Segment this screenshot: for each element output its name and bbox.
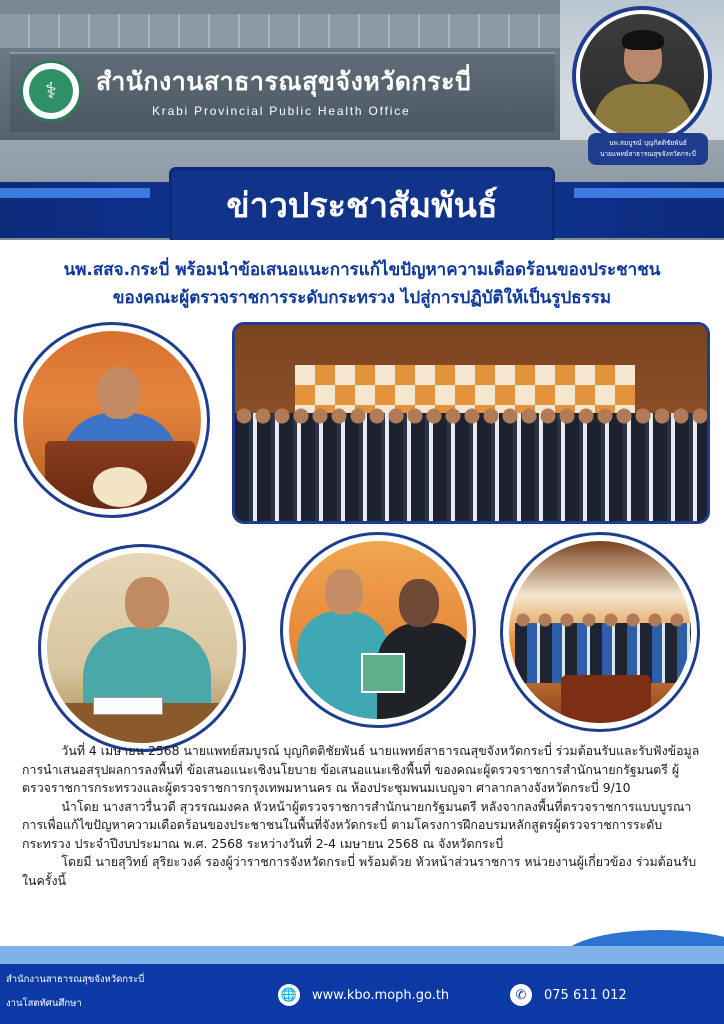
portrait-title: นายแพทย์สาธารณสุขจังหวัดกระบี่ bbox=[600, 150, 696, 158]
sign-english-text: Krabi Provincial Public Health Office bbox=[152, 104, 411, 118]
banner-stripe-right bbox=[574, 188, 724, 198]
footer-phone[interactable] bbox=[510, 984, 627, 1006]
moph-logo-icon: ⚕ bbox=[20, 60, 82, 122]
headline-line-1: นพ.สสจ.กระบี่ พร้อมนำข้อเสนอแนะการแก้ไขปัญหาความเดือดร้อนของประชาชน bbox=[63, 260, 661, 280]
news-banner bbox=[172, 170, 552, 240]
building-roof bbox=[0, 0, 560, 14]
phone-text[interactable]: 075 611 012 bbox=[544, 987, 627, 1003]
photo-group-podium bbox=[500, 532, 700, 732]
portrait-name: นพ.สมบูรณ์ บุญกิตติชัยพันธ์ bbox=[609, 139, 687, 147]
globe-icon: 🌐 bbox=[278, 984, 300, 1006]
photo-official-at-desk bbox=[38, 544, 246, 752]
article-paragraph-3: โดยมี นายสุวิทย์ สุริยะวงค์ รองผู้ว่าราชการจังหวัดกระบี่ พร้อมด้วย หัวหน้าส่วนราชการ หน่วยงานผู้เกี่ยวข้อง ร่วมต้อนรับในครั้งนี้ bbox=[22, 854, 697, 888]
footer-org-unit: งานโสตทัศนศึกษา bbox=[6, 998, 82, 1009]
website-text[interactable]: www.kbo.moph.go.th bbox=[312, 987, 450, 1003]
footer-org bbox=[6, 968, 156, 1016]
footer-website[interactable] bbox=[278, 984, 449, 1006]
article-body bbox=[22, 742, 706, 890]
photo-group-meeting bbox=[232, 322, 710, 524]
phone-icon: ✆ bbox=[510, 984, 532, 1006]
director-portrait bbox=[572, 6, 712, 146]
portrait-caption bbox=[588, 133, 708, 165]
article-paragraph-1: วันที่ 4 เมษายน 2568 นายแพทย์สมบูรณ์ บุญกิตติชัยพันธ์ นายแพทย์สาธารณสุขจังหวัดกระบี่ ร่วมต้อนรับและรับฟังข้อมูลการนำเสนอสรุปผลการลงพื้นที่ ข้อเสนอแนะเชิงนโยบาย ข้อเสนอแนะเชิงพื้นที่ ของคณะผู้ตรวจราชการสำนักนายกรัฐมนตรี ผู้ตรวจราชการกระทรวงและผู้ตรวจราชการกรุงเทพมหานคร ณ ห้องประชุมพนมเบญจา ศาลากลางจังหวัดกระบี่ 9/10 bbox=[22, 743, 700, 795]
director-photo bbox=[580, 14, 704, 138]
banner-stripe-left bbox=[0, 188, 150, 198]
article-paragraph-2: นำโดย นางสาวรื่นวดี สุวรรณมงคล หัวหน้าผู้ตรวจราชการสำนักนายกรัฐมนตรี หลังจากลงพื้นที่ตรวจราชการแบบบูรณาการเพื่อแก้ไขปัญหาความเดือดร้อนของประชาชนในพื้นที่จังหวัดกระบี่ ตามโครงการฝึกอบรมหลักสูตรผู้ตรวจราชการระดับกระทรวง ประจำปีงบประมาณ พ.ศ. 2568 ระหว่างวันที่ 2-4 เมษายน 2568 ณ จังหวัดกระบี่ bbox=[22, 798, 692, 851]
headline-line-2: ของคณะผู้ตรวจราชการระดับกระทรวง ไปสู่การปฏิบัติให้เป็นรูปธรรม bbox=[112, 288, 612, 308]
footer-org-name: สำนักงานสาธารณสุขจังหวัดกระบี่ bbox=[6, 974, 145, 985]
sign-thai-text: สำนักงานสาธารณสุขจังหวัดกระบี่ bbox=[96, 67, 472, 96]
photo-gift-exchange bbox=[280, 532, 476, 728]
headline bbox=[0, 256, 724, 312]
photo-speaker-podium bbox=[14, 322, 210, 518]
banner-title: ข่าวประชาสัมพันธ์ bbox=[226, 186, 498, 226]
